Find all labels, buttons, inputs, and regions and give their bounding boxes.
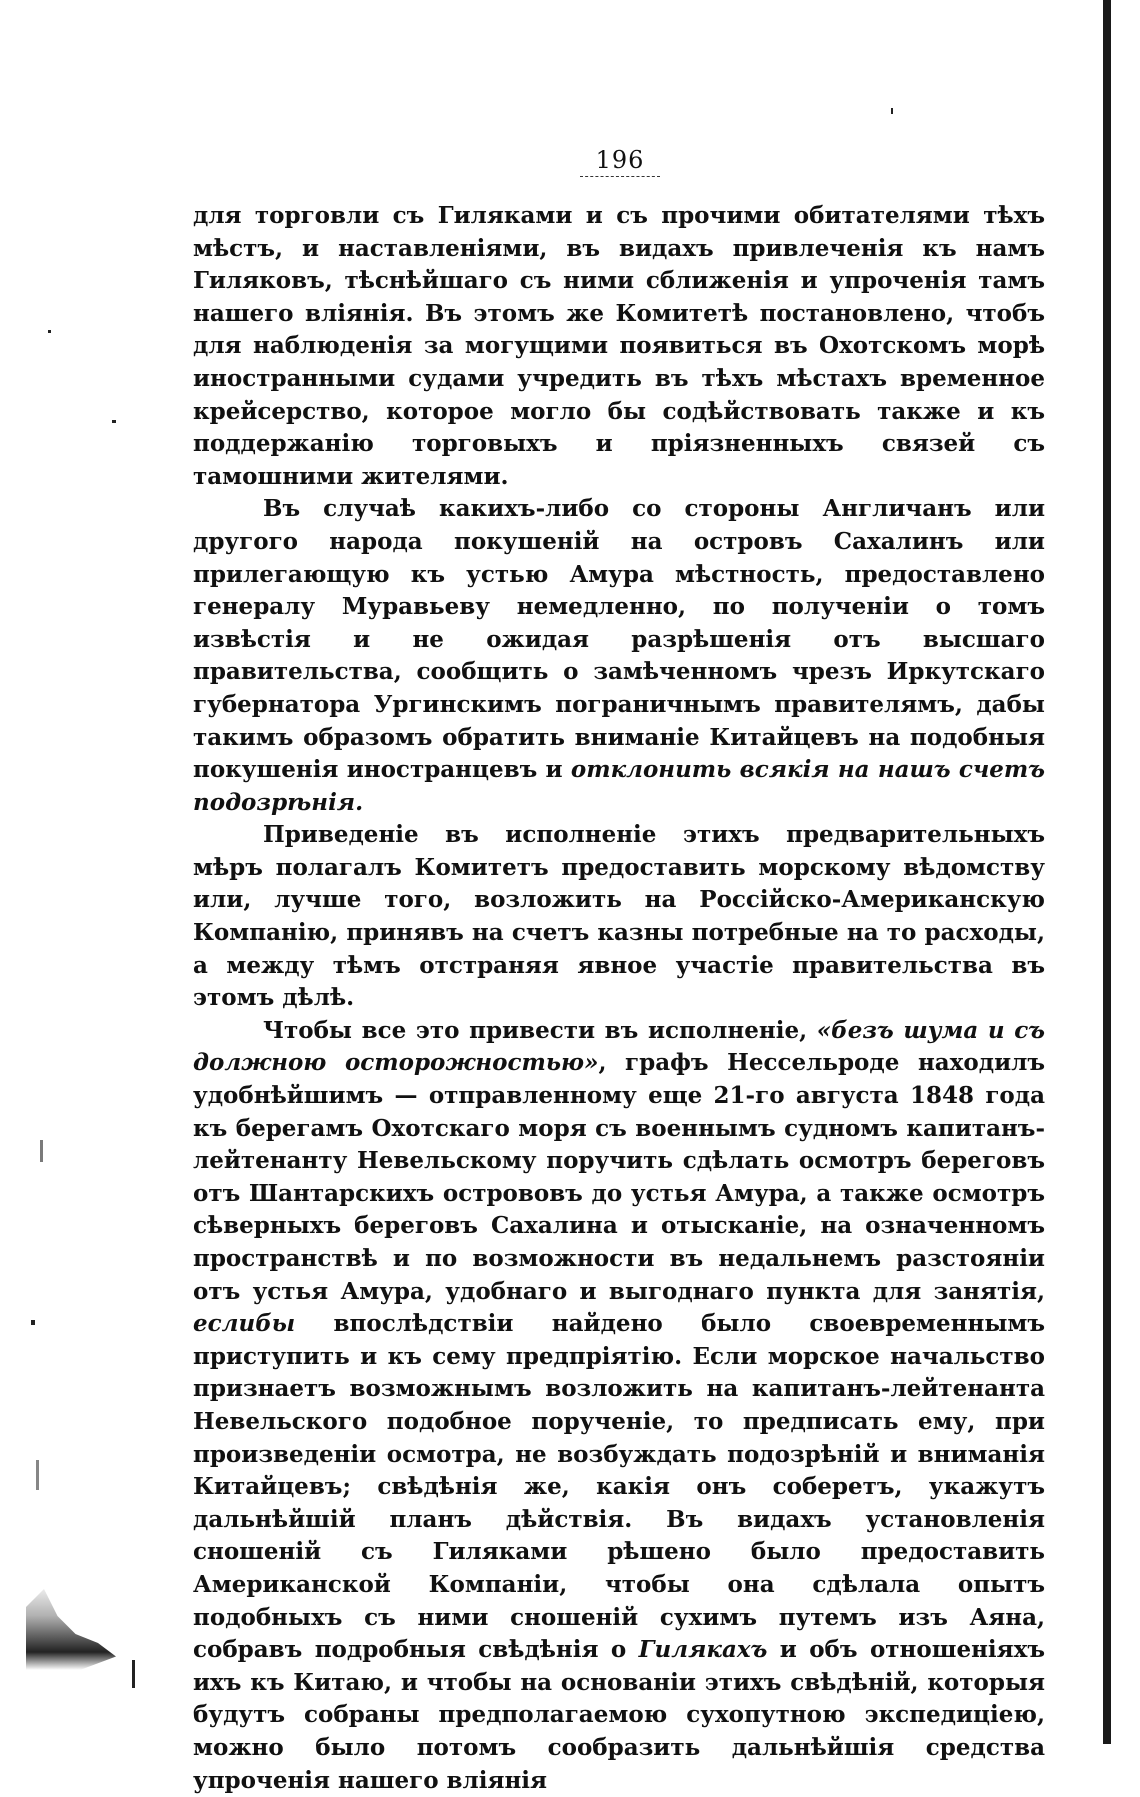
page-number-underline xyxy=(580,176,660,177)
page-number xyxy=(560,146,680,177)
paragraph-2-italic: отклонить всякiя на нашъ счетъ подозрѣнiя. xyxy=(193,756,1045,816)
scan-speck xyxy=(36,1460,39,1490)
body-text xyxy=(193,200,1045,1797)
scan-speck xyxy=(112,420,116,423)
paragraph-1 xyxy=(193,200,1045,493)
paragraph-4-italic-eslib: еслибы xyxy=(193,1310,296,1338)
paragraph-4 xyxy=(193,1015,1045,1797)
page-number-text: 196 xyxy=(595,146,645,174)
paragraph-2 xyxy=(193,493,1045,819)
scan-speck xyxy=(40,1140,43,1162)
scan-speck xyxy=(31,1320,35,1325)
paragraph-4-italic-quote: «безъ шума и съ должною осторожностью» xyxy=(193,1016,1045,1077)
paragraph-4-text-b: , графъ Нессельроде находилъ удобнѣйшимъ — отправленному еще 21-го августа 1848 года къ берегамъ Охотскаго моря съ военнымъ судномъ капитанъ-лейтенанту Невельскому поручить сдѣлать осмотръ береговъ отъ Шантарскихъ острововъ до устья Амура, а также осмотръ сѣверныхъ береговъ Сахалина и отысканiе, на означенномъ пространствѣ и по возможности въ недальнемъ разстоянiи отъ устья Амура, удобнаго и выгоднаго пункта для занятiя, xyxy=(193,1049,1045,1305)
binding-edge xyxy=(1103,0,1111,1744)
scan-speck xyxy=(891,108,893,114)
paragraph-4-text-c: впослѣдствiи найдено было своевременнымъ приступить и къ сему предпрiятiю. Если морское начальство признаетъ возможнымъ возложить на капитанъ-лейтенанта Невельского подобное порученiе, то предписать ему, при произведенiи осмотра, не возбуждать подозрѣнiй и вниманiя Китайцевъ; свѣдѣнiя же, какiя онъ соберетъ, укажутъ дальнѣйшiй планъ дѣйствiя. Въ видахъ установленiя сношенiй съ Гиляками рѣшено было предоставить Американской Компанiи, чтобы она сдѣлала опытъ подобныхъ съ ними сношенiй сухимъ путемъ изъ Аяна, собравъ подробныя свѣдѣнiя о xyxy=(193,1310,1045,1664)
paragraph-3 xyxy=(193,819,1045,1015)
scan-speck xyxy=(132,1660,135,1688)
paragraph-2-text: Въ случаѣ какихъ-либо со стороны Англичанъ или другого народа покушенiй на островъ Сахалинъ или прилегающую къ устью Амура мѣстность, предоставлено генералу Муравьеву немедленно, по полученiи о томъ извѣстiя и не ожидая разрѣшенiя отъ высшаго правительства, сообщить о замѣченномъ чрезъ Иркутскаго губернатора Ургинскимъ пограничнымъ правителямъ, дабы такимъ образомъ обратить вниманiе Китайцевъ на подобныя покушенiя иностранцевъ и xyxy=(193,495,1045,784)
paragraph-1-text: для торговли съ Гиляками и съ прочими обитателями тѣхъ мѣстъ, и наставленiями, въ видахъ привлеченiя къ намъ Гиляковъ, тѣснѣйшаго съ ними сближенiя и упроченiя тамъ нашего влiянiя. Въ этомъ же Комитетѣ постановлено, чтобъ для наблюденiя за могущими появиться въ Охотскомъ морѣ иностранными судами учредить въ тѣхъ мѣстахъ временное крейсерство, которое могло бы содѣйствовать также и къ поддержанiю торговыхъ и прiязненныхъ связей съ тамошними жителями. xyxy=(193,202,1045,490)
paragraph-4-italic-gilyaki: Гилякахъ xyxy=(638,1636,768,1664)
paragraph-4-text-d: и объ отношенiяхъ ихъ къ Китаю, и чтобы на основанiи этихъ свѣдѣнiй, которыя будутъ собраны предполагаемою сухопутною экспедицiею, можно было потомъ сообразить дальнѣйшiя средства упроченiя нашего влiянiя xyxy=(193,1636,1045,1794)
scan-speck xyxy=(48,330,51,333)
scan-smudge xyxy=(26,1580,116,1670)
paragraph-3-text: Приведенiе въ исполненiе этихъ предварительныхъ мѣръ полагалъ Комитетъ предоставить морскому вѣдомству или, лучше того, возложить на Россiйско-Американскую Компанiю, принявъ на счетъ казны потребные на то расходы, а между тѣмъ отстраняя явное участiе правительства въ этомъ дѣлѣ. xyxy=(193,821,1045,1012)
paragraph-4-text-a: Чтобы все это привести въ исполненiе, xyxy=(263,1016,817,1044)
